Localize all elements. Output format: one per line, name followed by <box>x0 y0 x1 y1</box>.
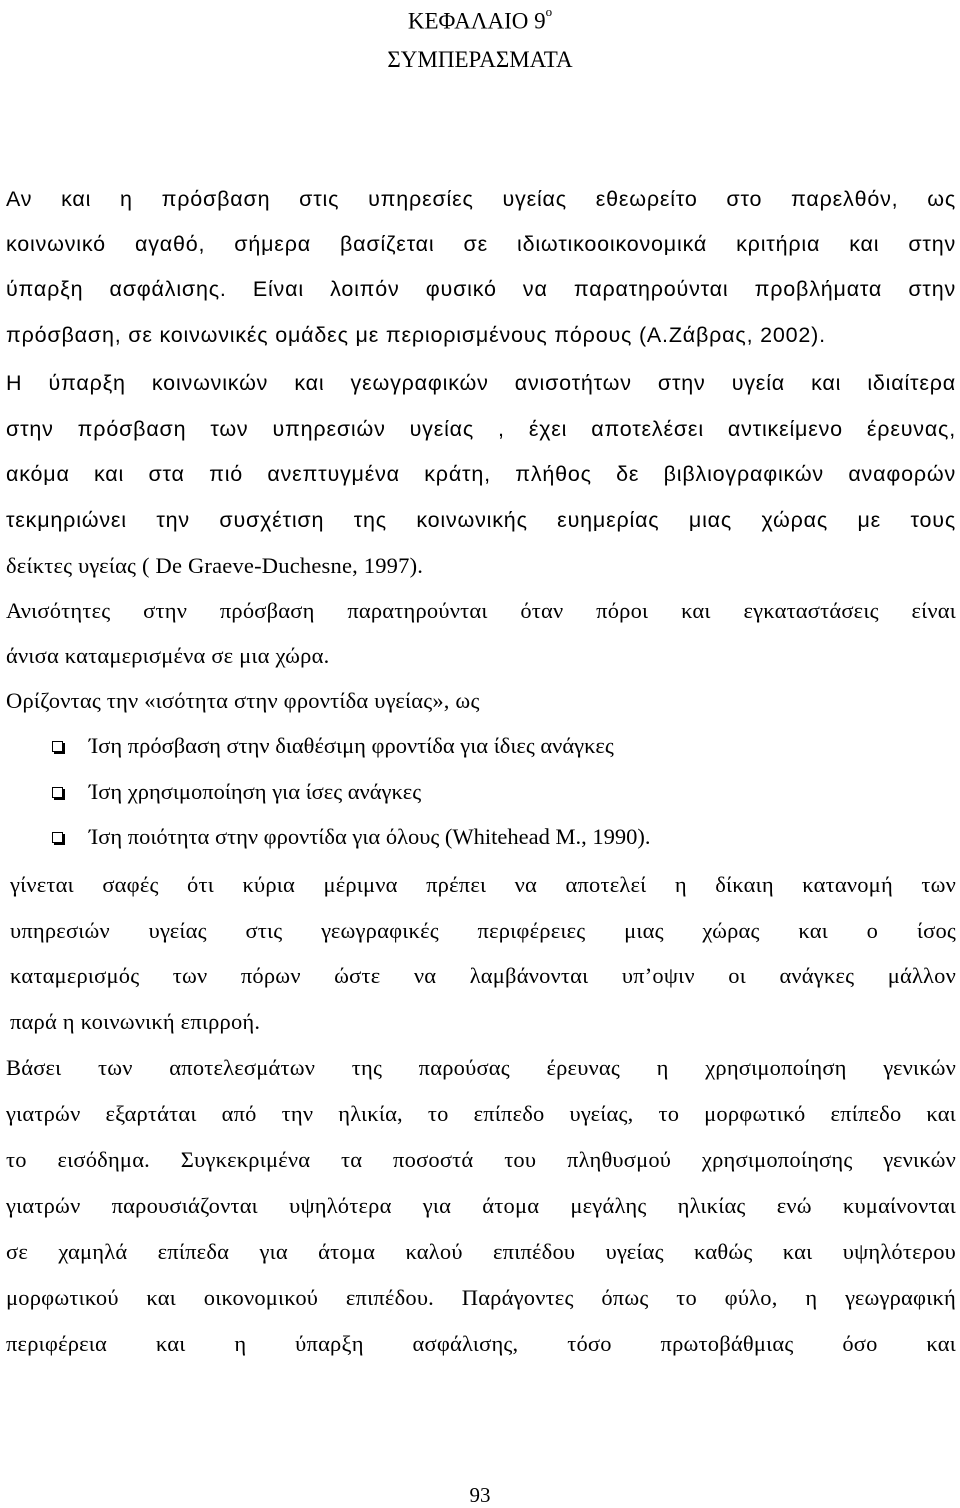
conclusion-line: γίνεται σαφές ότι κύρια μέριμνα πρέπει να αποτελεί η δίκαιη κατανομή των <box>10 872 956 897</box>
body-line: Αν και η πρόσβαση στις υπηρεσίες υγείας εθεωρείτο στο παρελθόν, ως <box>6 187 956 211</box>
results-line: περιφέρεια και η ύπαρξη ασφάλισης, τόσο πρωτοβάθμιας όσο και <box>6 1331 956 1356</box>
body-line: ακόμα και στα πιό ανεπτυγμένα κράτη, πλήθος δε βιβλιογραφικών αναφορών <box>6 462 956 486</box>
body-line: τεκμηριώνει την συσχέτιση της κοινωνικής ευημερίας μιας χώρας με τους <box>6 508 956 532</box>
chapter-heading-superscript: ο <box>545 4 553 19</box>
results-line: Βάσει των αποτελεσμάτων της παρούσας έρευνας η χρησιμοποίηση γενικών <box>6 1055 956 1080</box>
conclusion-line: υπηρεσιών υγείας στις γεωγραφικές περιφέρειες μιας χώρας και ο ίσος <box>10 918 956 943</box>
conclusion-line: καταμερισμός των πόρων ώστε να λαμβάνονται υπ’οψιν οι ανάγκες μάλλον <box>10 963 956 988</box>
results-line: γιατρών εξαρτάται από την ηλικία, το επίπεδο υγείας, το μορφωτικό επίπεδο και <box>6 1101 956 1126</box>
results-line: μορφωτικού και οικονομικού επιπέδου. Παράγοντες όπως το φύλο, η γεωγραφική <box>6 1285 956 1310</box>
results-line: σε χαμηλά επίπεδα για άτομα καλού επιπέδου υγείας καθώς και υψηλότερου <box>6 1239 956 1264</box>
body-line: κοινωνικό αγαθό, σήμερα βασίζεται σε ιδιωτικοοικονομικά κριτήρια και στην <box>6 232 956 256</box>
bullet-item: Ίση πρόσβαση στην διαθέσιμη φροντίδα για ίδιες ανάγκες <box>89 733 614 758</box>
results-line: γιατρών παρουσιάζονται υψηλότερα για άτομα μεγάλης ηλικίας ενώ κυμαίνονται <box>6 1193 956 1218</box>
checkbox-bullet-icon <box>52 787 63 798</box>
body-line: στην πρόσβαση των υπηρεσιών υγείας , έχει αποτελέσει αντικείμενο έρευνας, <box>6 417 956 441</box>
chapter-title: ΣΥΜΠΕΡΑΣΜΑΤΑ <box>387 47 573 72</box>
results-line: το εισόδημα. Συγκεκριμένα τα ποσοστά του πληθυσμού χρησιμοποίησης γενικών <box>6 1147 956 1172</box>
chapter-heading-text: ΚΕΦΑΛΑΙΟ 9 <box>407 8 546 34</box>
body-line: Η ύπαρξη κοινωνικών και γεωγραφικών ανισοτήτων στην υγεία και ιδιαίτερα <box>6 371 956 395</box>
conclusion-line: παρά η κοινωνική επιρροή. <box>10 1009 261 1034</box>
bullet-item: Ίση χρησιμοποίηση για ίσες ανάγκες <box>89 779 422 804</box>
body-line: Ορίζοντας την «ισότητα στην φροντίδα υγείας», ως <box>6 688 480 713</box>
bullet-item: Ίση ποιότητα στην φροντίδα για όλους (Whitehead M., 1990). <box>89 824 651 849</box>
body-line: ύπαρξη ασφάλισης. Είναι λοιπόν φυσικό να παρατηρούνται προβλήματα στην <box>6 277 956 301</box>
page-number: 93 <box>469 1483 491 1507</box>
body-line: Ανισότητες στην πρόσβαση παρατηρούνται όταν πόροι και εγκαταστάσεις είναι <box>6 598 956 623</box>
body-line: πρόσβαση, σε κοινωνικές ομάδες με περιορισμένους πόρους (Α.Ζάβρας, 2002). <box>6 323 826 347</box>
checkbox-bullet-icon <box>52 832 63 843</box>
checkbox-bullet-icon <box>52 741 63 752</box>
chapter-heading <box>0 2 960 36</box>
body-line: άνισα καταμερισμένα σε μια χώρα. <box>6 643 330 668</box>
body-line: δείκτες υγείας ( De Graeve-Duchesne, 1997). <box>6 553 424 578</box>
